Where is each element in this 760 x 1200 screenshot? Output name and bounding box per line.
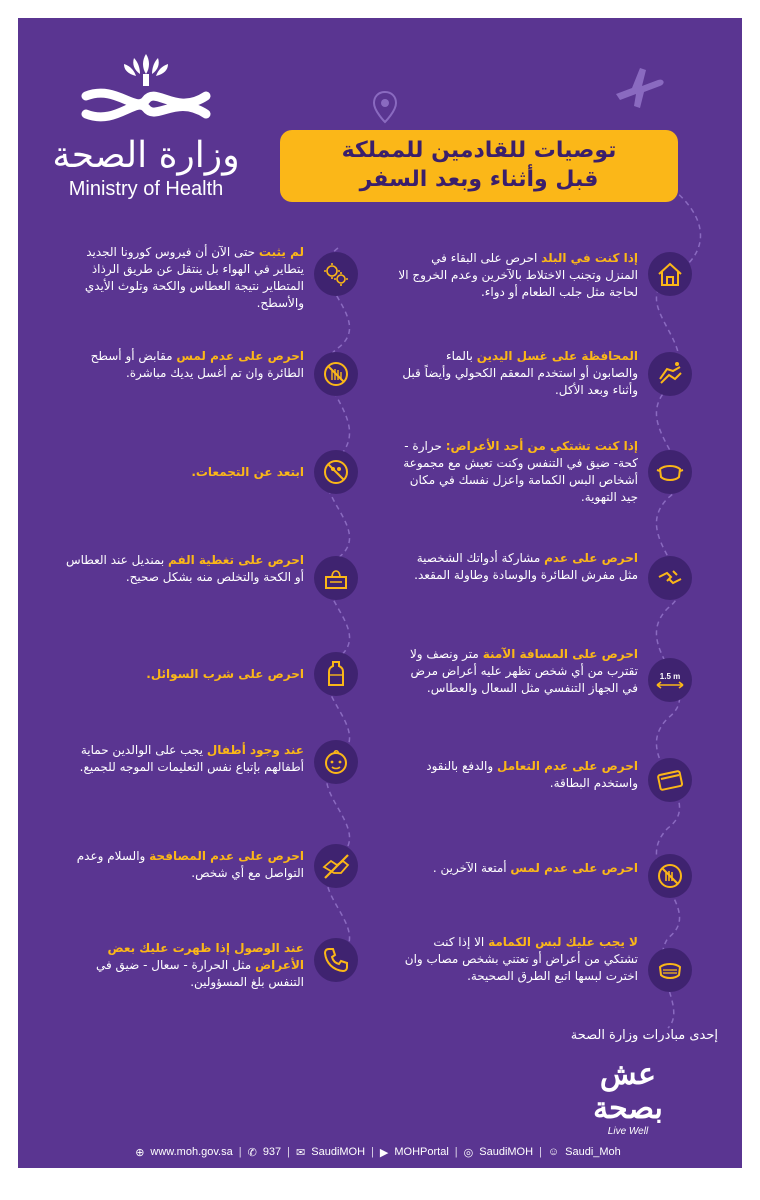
- separator: |: [238, 1146, 242, 1158]
- globe-icon: ⊕: [135, 1146, 145, 1159]
- instagram-handle[interactable]: SaudiMOH: [479, 1146, 534, 1158]
- tip-right-2-highlight: المحافظة على غسل اليدين: [476, 349, 638, 363]
- tip-right-7: [398, 860, 638, 877]
- tissue-box-icon: [314, 556, 358, 600]
- tip-left-5-highlight: احرص على شرب السوائل.: [146, 667, 304, 681]
- tip-right-1-highlight: إذا كنت في البلد: [541, 251, 638, 265]
- mask-icon: [648, 948, 692, 992]
- tip-left-7-text: والسلام وعدم التواصل مع أي شخص.: [76, 849, 304, 880]
- youtube-icon: ▶: [379, 1146, 389, 1159]
- title-line-2: قبل وأثناء وبعد السفر: [359, 167, 599, 192]
- tip-left-7: [62, 848, 304, 882]
- separator: |: [287, 1146, 291, 1158]
- phone-icon: [314, 938, 358, 982]
- location-pin-icon: [372, 90, 398, 124]
- snapchat-handle[interactable]: Saudi_Moh: [565, 1146, 621, 1158]
- no-gathering-icon: [314, 450, 358, 494]
- child-face-icon: [314, 740, 358, 784]
- snapchat-icon: ☺: [547, 1146, 560, 1158]
- phone-number[interactable]: 937: [262, 1146, 282, 1158]
- tip-right-3-text: حرارة - كحة- ضيق في التنفس وكنت تعيش مع مجموعة أشخاص البس الكمامة واعزل نفسك في مكان جيد التهوية.: [403, 439, 638, 504]
- tip-right-7-highlight: احرص على عدم لمس: [510, 861, 638, 875]
- tip-left-2-text: مقابض أو أسطح الطائرة وان تم أغسل يديك مباشرة.: [90, 349, 304, 380]
- tip-left-3: [62, 464, 304, 481]
- youtube-handle[interactable]: MOHPortal: [394, 1146, 449, 1158]
- tip-right-6-highlight: احرص على عدم التعامل: [497, 759, 638, 773]
- separator: |: [539, 1146, 542, 1158]
- airplane-icon: [606, 54, 670, 118]
- phone-icon: ✆: [247, 1146, 257, 1159]
- moh-emblem-icon: [46, 48, 246, 128]
- tip-right-3: [398, 438, 638, 506]
- live-well-english: Live Well: [607, 1126, 649, 1137]
- face-mask-icon: [648, 450, 692, 494]
- tip-left-4-text: بمنديل عند العطاس أو الكحة والتخلص منه بشكل صحيح.: [65, 553, 304, 584]
- tip-left-8-highlight: عند الوصول إذا ظهرت عليك بعض الأعراض: [107, 941, 304, 972]
- tip-left-6: [62, 742, 304, 776]
- tip-right-6: [398, 758, 638, 792]
- house-icon: [648, 252, 692, 296]
- tip-right-5-text: متر ونصف ولا تقترب من أي شخص تظهر عليه أعراض مرض في الجهاز التنفسي مثل السعال والعطاس.: [409, 647, 638, 695]
- tip-right-4-highlight: احرص على عدم: [544, 551, 638, 565]
- no-touch-surface-icon: [314, 352, 358, 396]
- tip-right-5: [398, 646, 638, 697]
- tip-left-4-highlight: احرص على تغطية الفم: [168, 553, 304, 567]
- tip-right-4: [398, 550, 638, 584]
- no-handshake-icon: [314, 844, 358, 888]
- tip-right-8: [398, 934, 638, 985]
- tip-left-7-highlight: احرص على عدم المصافحة: [149, 849, 304, 863]
- title-line-1: توصيات للقادمين للمملكة: [341, 138, 617, 163]
- tip-left-2-highlight: احرص على عدم لمس: [176, 349, 304, 363]
- tip-left-8-text: مثل الحرارة - سعال - ضيق في التنفس بلغ المسؤولين.: [95, 958, 304, 989]
- tip-left-4: [62, 552, 304, 586]
- distance-icon: [648, 658, 692, 702]
- separator: |: [371, 1146, 374, 1158]
- tip-left-3-highlight: ابتعد عن التجمعات.: [191, 465, 304, 479]
- tip-right-3-highlight: إذا كنت تشتكي من أحد الأعراض:: [445, 439, 638, 453]
- tip-right-8-highlight: لا يجب عليك لبس الكمامة: [488, 935, 638, 949]
- tip-left-2: [62, 348, 304, 382]
- tip-left-1-text: حتى الآن أن فيروس كورونا الجديد يتطاير في الهواء بل ينتقل عن طريق الرذاذ المتطاير نتيجة العطاس والكحة وتلوث الأيدي والأسطح.: [84, 245, 304, 310]
- tip-right-2: [398, 348, 638, 399]
- instagram-icon: ◎: [463, 1146, 474, 1159]
- tip-right-1-text: احرص على البقاء في المنزل وتجنب الاختلاط بالآخرين وعدم الخروج الا لحاجة مثل جلب الطعام أو دواء.: [398, 251, 638, 299]
- tip-right-1: [398, 250, 638, 301]
- tip-left-8: [62, 940, 304, 991]
- website-link[interactable]: www.moh.gov.sa: [150, 1146, 233, 1158]
- separator: |: [454, 1146, 458, 1158]
- virus-icon: [314, 252, 358, 296]
- live-well-arabic: عش بصحة: [593, 1057, 663, 1126]
- tip-right-4-text: مشاركة أدواتك الشخصية مثل مفرش الطائرة والوسادة وطاولة المقعد.: [414, 551, 638, 582]
- distance-label: 1.5 m: [659, 672, 681, 681]
- logo-english-name: Ministry of Health: [68, 178, 224, 200]
- sharing-hands-icon: [648, 556, 692, 600]
- footer-links: [98, 1142, 658, 1162]
- tip-right-6-text: والدفع بالنقود واستخدم البطاقة.: [426, 759, 638, 790]
- tip-right-5-highlight: احرص على المسافة الآمنة: [482, 647, 638, 661]
- tip-left-1-highlight: لم يثبت: [258, 245, 304, 259]
- tip-right-8-text: الا إذا كنت تشتكي من أعراض أو تعتني بشخص مصاب وان اخترت لبسها اتبع الطرق الصحيحة.: [404, 935, 638, 983]
- title-banner: [280, 130, 678, 202]
- logo-arabic-name: وزارة الصحة: [52, 135, 240, 176]
- moh-logo: [46, 48, 246, 201]
- card-icon: [648, 758, 692, 802]
- tip-left-1: [62, 244, 304, 312]
- initiative-text: إحدى مبادرات وزارة الصحة: [570, 1028, 718, 1043]
- twitter-icon: ✉: [296, 1146, 306, 1159]
- tip-left-5: [62, 666, 304, 683]
- tip-right-7-text: أمتعة الآخرين .: [432, 861, 507, 875]
- water-bottle-icon: [314, 652, 358, 696]
- washing-hands-icon: [648, 352, 692, 396]
- tip-right-2-text: بالماء والصابون أو استخدم المعقم الكحولي وأيضاً قبل وأثناء وبعد الأكل.: [402, 349, 638, 397]
- twitter-handle[interactable]: SaudiMOH: [311, 1146, 366, 1158]
- no-touch-icon: [648, 854, 692, 898]
- live-well-logo: [578, 1058, 678, 1138]
- tip-left-6-text: يجب على الوالدين حماية أطفالهم بإتباع نفس التعليمات الموجه للجميع.: [79, 743, 304, 774]
- poster: [18, 18, 742, 1168]
- tip-left-6-highlight: عند وجود أطفال: [206, 743, 304, 757]
